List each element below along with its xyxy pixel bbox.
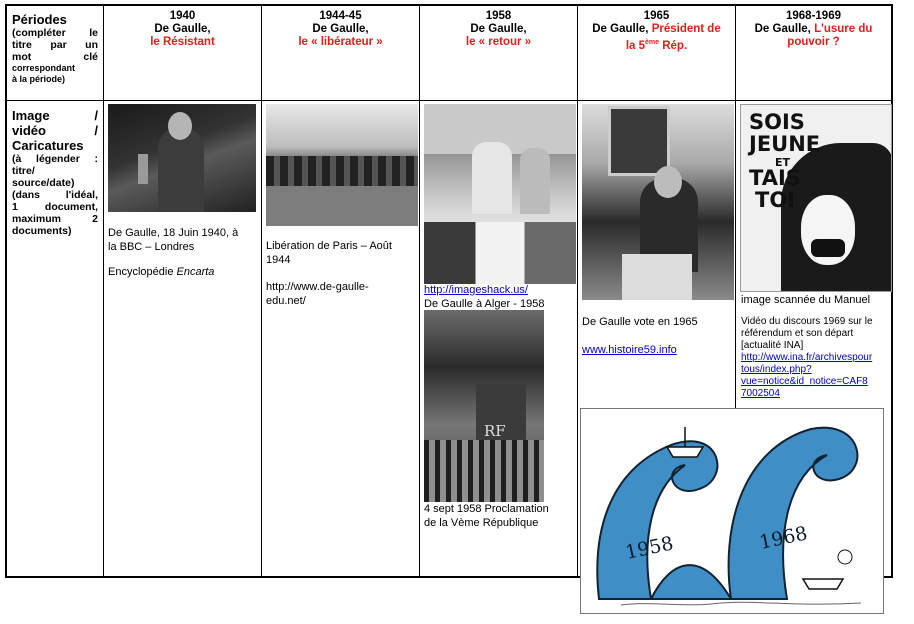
header-keyword-part: Rép. xyxy=(659,39,688,52)
media-label-line: Image / xyxy=(12,108,98,123)
caption-1940 xyxy=(108,227,258,280)
media-hint-line: titre/ xyxy=(12,165,35,177)
media-label-line: Caricatures xyxy=(12,138,84,153)
media-hint-line: source/date) xyxy=(12,177,75,189)
video-note-line: référendum et son départ xyxy=(741,327,854,339)
caption-line: De Gaulle, 18 Juin 1940, à xyxy=(108,227,239,239)
caption-line: Libération de Paris – Août xyxy=(266,240,392,252)
header-keyword xyxy=(578,36,735,53)
poster-text: TAIS xyxy=(749,166,801,190)
media-hint-line: 1 document, xyxy=(12,201,98,213)
video-note xyxy=(741,316,891,352)
column-divider xyxy=(577,6,578,576)
header-keyword: pouvoir ? xyxy=(787,36,840,48)
caption-line: 4 sept 1958 Proclamation xyxy=(424,503,549,515)
boat-bottom xyxy=(803,579,843,589)
header-1958 xyxy=(420,10,577,49)
sun-sketch xyxy=(838,550,852,564)
media-hint-line: (à légender : xyxy=(12,153,98,165)
periods-hint-line: (compléter le xyxy=(12,27,98,39)
video-note-line: Vidéo du discours 1969 sur le xyxy=(741,315,873,327)
photo-de-gaulle-bbc-1940 xyxy=(108,104,256,212)
media-label xyxy=(12,108,98,237)
header-keyword: Président de xyxy=(651,23,721,35)
row-divider xyxy=(7,100,891,101)
cartoon-waves-1958-1968 xyxy=(580,408,884,614)
photo-liberation-paris-1944 xyxy=(266,104,418,226)
wave-right xyxy=(729,428,858,599)
media-label-line: vidéo / xyxy=(12,123,98,138)
ina-link-line[interactable]: vue=notice&id_notice=CAF8 xyxy=(741,375,868,387)
header-name: De Gaulle, xyxy=(312,23,369,35)
source-line: http://www.de-gaulle- xyxy=(266,281,369,293)
source-title: Encarta xyxy=(176,266,215,278)
header-name xyxy=(736,23,891,36)
source-1944 xyxy=(266,281,416,308)
header-keyword: le « libérateur » xyxy=(298,36,383,48)
header-name xyxy=(578,23,735,36)
periods-hint-line: titre par un xyxy=(12,39,98,51)
header-date: 1958 xyxy=(485,10,512,22)
column-divider xyxy=(103,6,104,576)
wave-middle xyxy=(651,565,731,599)
header-1940 xyxy=(104,10,261,49)
column-divider xyxy=(261,6,262,576)
ina-link-line[interactable]: http://www.ina.fr/archivespour xyxy=(741,351,873,363)
poster-sois-jeune-et-tais-toi xyxy=(740,104,892,292)
cartoon-year-right: 1968 xyxy=(757,522,810,554)
photo-proclamation-1958 xyxy=(424,310,544,502)
header-keyword-part: la 5 xyxy=(625,39,646,52)
caption-1958-alger xyxy=(424,284,576,311)
rf-emblem-text: RF xyxy=(484,422,506,440)
periods-hint-line: correspondant xyxy=(12,63,76,73)
header-keyword: L'usure du xyxy=(814,23,873,35)
video-note-line: [actualité INA] xyxy=(741,339,804,351)
source-text: Encyclopédie xyxy=(108,266,177,278)
caption-line: 1944 xyxy=(266,253,291,266)
column-divider xyxy=(419,6,420,576)
header-keyword: le Résistant xyxy=(150,36,215,48)
boat-top xyxy=(667,447,703,457)
periods-label xyxy=(12,12,98,85)
cartoon-year-left: 1958 xyxy=(623,532,676,564)
periods-title: Périodes xyxy=(12,12,67,27)
source-1940 xyxy=(108,266,258,280)
caption-1958-proclamation xyxy=(424,503,576,530)
caption-line: image scannée du Manuel xyxy=(741,294,871,306)
ina-link-line[interactable]: 7002504 xyxy=(741,387,780,399)
header-name: De Gaulle, xyxy=(154,23,211,35)
sea-line xyxy=(621,602,861,605)
media-hint-line: documents) xyxy=(12,225,72,237)
caption-line: de la Vème République xyxy=(424,516,539,529)
header-keyword-sup: ème xyxy=(645,39,660,46)
header-1968-1969 xyxy=(736,10,891,49)
header-name-text: De Gaulle, xyxy=(592,23,649,35)
photo-de-gaulle-alger-1958 xyxy=(424,104,576,284)
source-line: edu.net/ xyxy=(266,294,306,307)
header-keyword: le « retour » xyxy=(465,36,532,48)
media-hint-line: maximum 2 xyxy=(12,213,98,225)
poster-text: TOI xyxy=(755,188,795,212)
caption-1944 xyxy=(266,240,416,308)
header-name: De Gaulle, xyxy=(470,23,527,35)
header-date: 1940 xyxy=(169,10,196,22)
caption-1965 xyxy=(582,316,734,357)
periods-hint-line: à la période) xyxy=(12,74,66,84)
photo-de-gaulle-vote-1965 xyxy=(582,104,734,300)
caption-line: De Gaulle vote en 1965 xyxy=(582,316,698,328)
ina-link-line[interactable]: tous/index.php? xyxy=(741,363,812,375)
header-1944-45 xyxy=(262,10,419,49)
waves-drawing xyxy=(581,409,883,613)
caption-line: la BBC – Londres xyxy=(108,240,195,253)
imageshack-link[interactable]: http://imageshack.us/ xyxy=(424,284,528,296)
poster-text: ET xyxy=(775,156,791,169)
media-hint-line: (dans l'idéal, xyxy=(12,189,98,201)
poster-text: SOIS xyxy=(749,110,805,134)
header-date: 1965 xyxy=(643,10,670,22)
ina-archive-link[interactable] xyxy=(741,352,891,400)
caption-1968 xyxy=(741,294,891,400)
histoire59-link[interactable]: www.histoire59.info xyxy=(582,343,677,356)
header-1965 xyxy=(578,10,735,53)
header-date: 1944-45 xyxy=(319,10,362,22)
poster-text: JEUNE xyxy=(749,132,821,156)
periods-hint-line: mot clé xyxy=(12,51,98,63)
caption-line: De Gaulle à Alger - 1958 xyxy=(424,297,545,310)
header-name-text: De Gaulle, xyxy=(754,23,811,35)
header-date: 1968-1969 xyxy=(786,10,841,22)
